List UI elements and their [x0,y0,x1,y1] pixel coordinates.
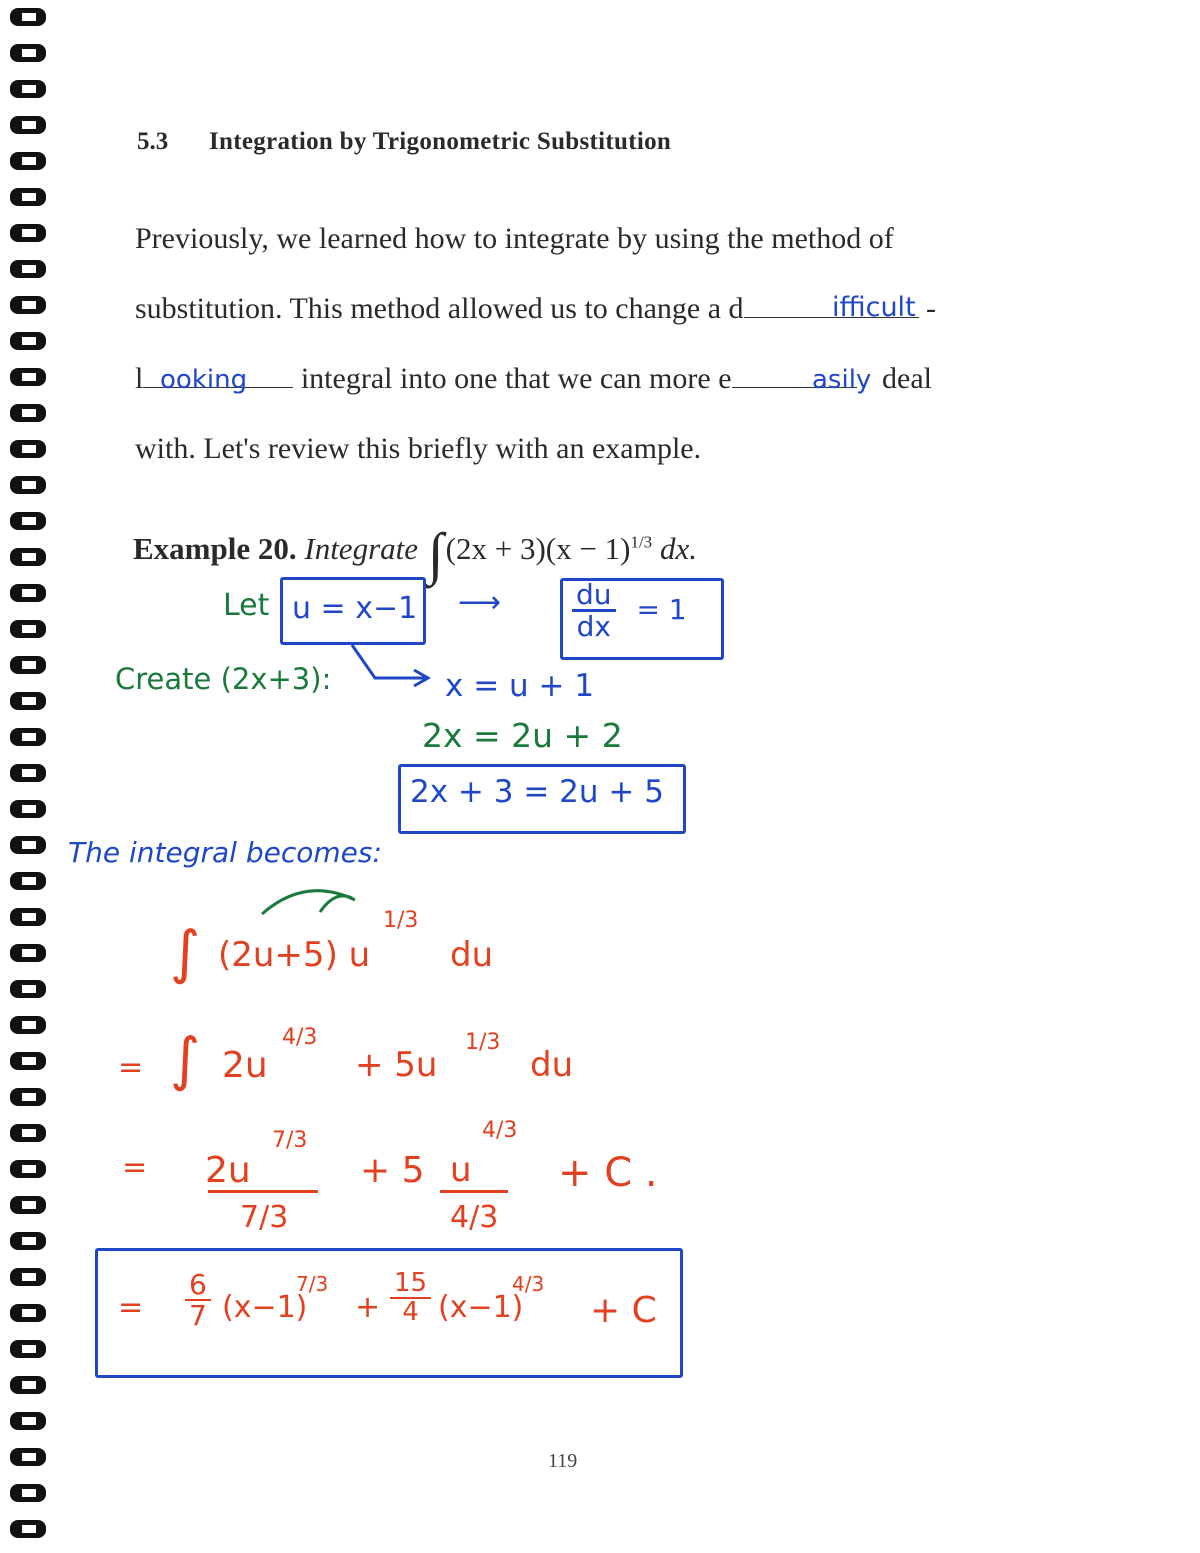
curved-arrow [340,640,440,690]
step3-numerator-1: 2u [205,1150,251,1191]
spiral-hole [22,157,36,165]
spiral-hole [22,553,36,561]
integral-sign: ∫ [427,521,444,586]
final-constant: + C [590,1290,657,1331]
page-number: 119 [548,1450,578,1472]
final-numerator-2: 15 [390,1270,431,1299]
arrow: ⟶ [458,585,502,620]
spiral-hole [22,193,36,201]
x-equation: x = u + 1 [445,668,595,704]
step3-exponent-1: 7/3 [272,1128,308,1153]
spiral-hole [22,913,36,921]
spiral-hole [22,265,36,273]
example-label: Example 20. [133,531,297,566]
intro-line-3-middle: integral into one that we can more e [300,362,732,395]
final-fraction-2 [390,1270,431,1327]
fill-easily: asily [812,365,872,395]
final-equals: = [118,1290,144,1325]
spiral-hole [22,1309,36,1317]
integral-dx: dx. [659,531,697,566]
spiral-hole [22,121,36,129]
spiral-hole [22,805,36,813]
integral-exponent: 1/3 [630,532,653,552]
u-definition: u = x−1 [292,591,418,626]
spiral-hole [22,229,36,237]
dx-denominator: dx [576,610,611,644]
spiral-hole [22,841,36,849]
step2-equals: = [118,1050,144,1085]
du-numerator: du [572,580,616,612]
spiral-hole [22,1417,36,1425]
twox-equation: 2x = 2u + 2 [422,716,623,755]
step2-term-b: + 5u [355,1045,438,1085]
final-plus: + [355,1290,381,1325]
final-fraction-1 [185,1270,211,1331]
step3-exponent-2: 4/3 [482,1118,518,1143]
step3-numerator-2: u [450,1150,472,1190]
spiral-hole [22,1021,36,1029]
step3-fraction-bar-1 [208,1190,318,1193]
step3-fraction-bar-2 [440,1190,508,1193]
final-exponent-1: 7/3 [296,1272,329,1296]
step2-du: du [530,1045,574,1085]
fill-difficult: ifficult [832,292,916,323]
integral-body: (2x + 3)(x − 1) [445,531,631,566]
spiral-hole [22,337,36,345]
spiral-hole [22,1525,36,1533]
final-denominator-2: 4 [402,1297,419,1328]
spiral-hole [22,1381,36,1389]
spiral-hole [22,625,36,633]
step2-exponent-a: 4/3 [282,1025,318,1050]
spiral-hole [22,1093,36,1101]
section-number: 5.3 [137,128,169,155]
intro-line-2 [135,292,936,326]
spiral-hole [22,769,36,777]
spiral-hole [22,949,36,957]
final-term-2: (x−1) [438,1290,524,1325]
spiral-hole [22,1489,36,1497]
create-label: Create (2x+3): [115,662,332,696]
step3-equals: = [122,1150,148,1185]
du-equals-one: = 1 [636,592,687,626]
step2-exponent-b: 1/3 [465,1030,501,1055]
intro-line-1: Previously, we learned how to integrate by using the method of [135,222,894,255]
spiral-hole [22,85,36,93]
spiral-hole [22,733,36,741]
spiral-hole [22,517,36,525]
spiral-hole [22,373,36,381]
spiral-hole [22,1057,36,1065]
step3-constant: + C . [558,1150,658,1196]
final-denominator-1: 7 [189,1299,207,1333]
final-exponent-2: 4/3 [512,1272,545,1296]
spiral-hole [22,445,36,453]
hyphen: - [926,292,937,325]
step3-plus: + 5 [360,1150,425,1191]
integral-becomes-label: The integral becomes: [68,836,382,869]
spiral-hole [22,1237,36,1245]
spiral-hole [22,409,36,417]
spiral-hole [22,589,36,597]
intro-line-3-end: deal [882,362,932,395]
intro-line-4: with. Let's review this briefly with an example. [135,432,702,465]
spiral-hole [22,1345,36,1353]
spiral-hole [22,13,36,21]
step1-integral-sign: ∫ [170,918,201,986]
spiral-hole [22,49,36,57]
spiral-hole [22,985,36,993]
fill-looking: ooking [160,365,248,395]
spiral-hole [22,697,36,705]
final-term-1: (x−1) [222,1290,308,1325]
spiral-hole [22,1165,36,1173]
section-title: Integration by Trigonometric Substitution [209,128,672,155]
example-instruction: Integrate [304,531,419,566]
let-label: Let [223,588,270,623]
spiral-binding [0,0,70,1553]
spiral-hole [22,1273,36,1281]
step2-integral-sign: ∫ [170,1025,201,1093]
spiral-hole [22,1129,36,1137]
step1-du: du [450,935,494,975]
step1-body: (2u+5) u [218,935,371,975]
distribute-arrows [250,882,370,922]
intro-line-3-start: l [135,362,144,395]
spiral-hole [22,1453,36,1461]
spiral-hole [22,301,36,309]
step2-term-a: 2u [222,1045,268,1086]
final-numerator-1: 6 [185,1270,211,1301]
result-equation: 2x + 3 = 2u + 5 [410,774,664,810]
spiral-hole [22,661,36,669]
spiral-hole [22,877,36,885]
spiral-hole [22,481,36,489]
spiral-hole [22,1201,36,1209]
step1-exponent: 1/3 [383,908,419,933]
intro-line-2-text: substitution. This method allowed us to change a d [135,292,744,325]
step3-denominator-2: 4/3 [450,1200,499,1235]
du-dx [572,580,687,642]
step3-denominator-1: 7/3 [240,1200,289,1235]
